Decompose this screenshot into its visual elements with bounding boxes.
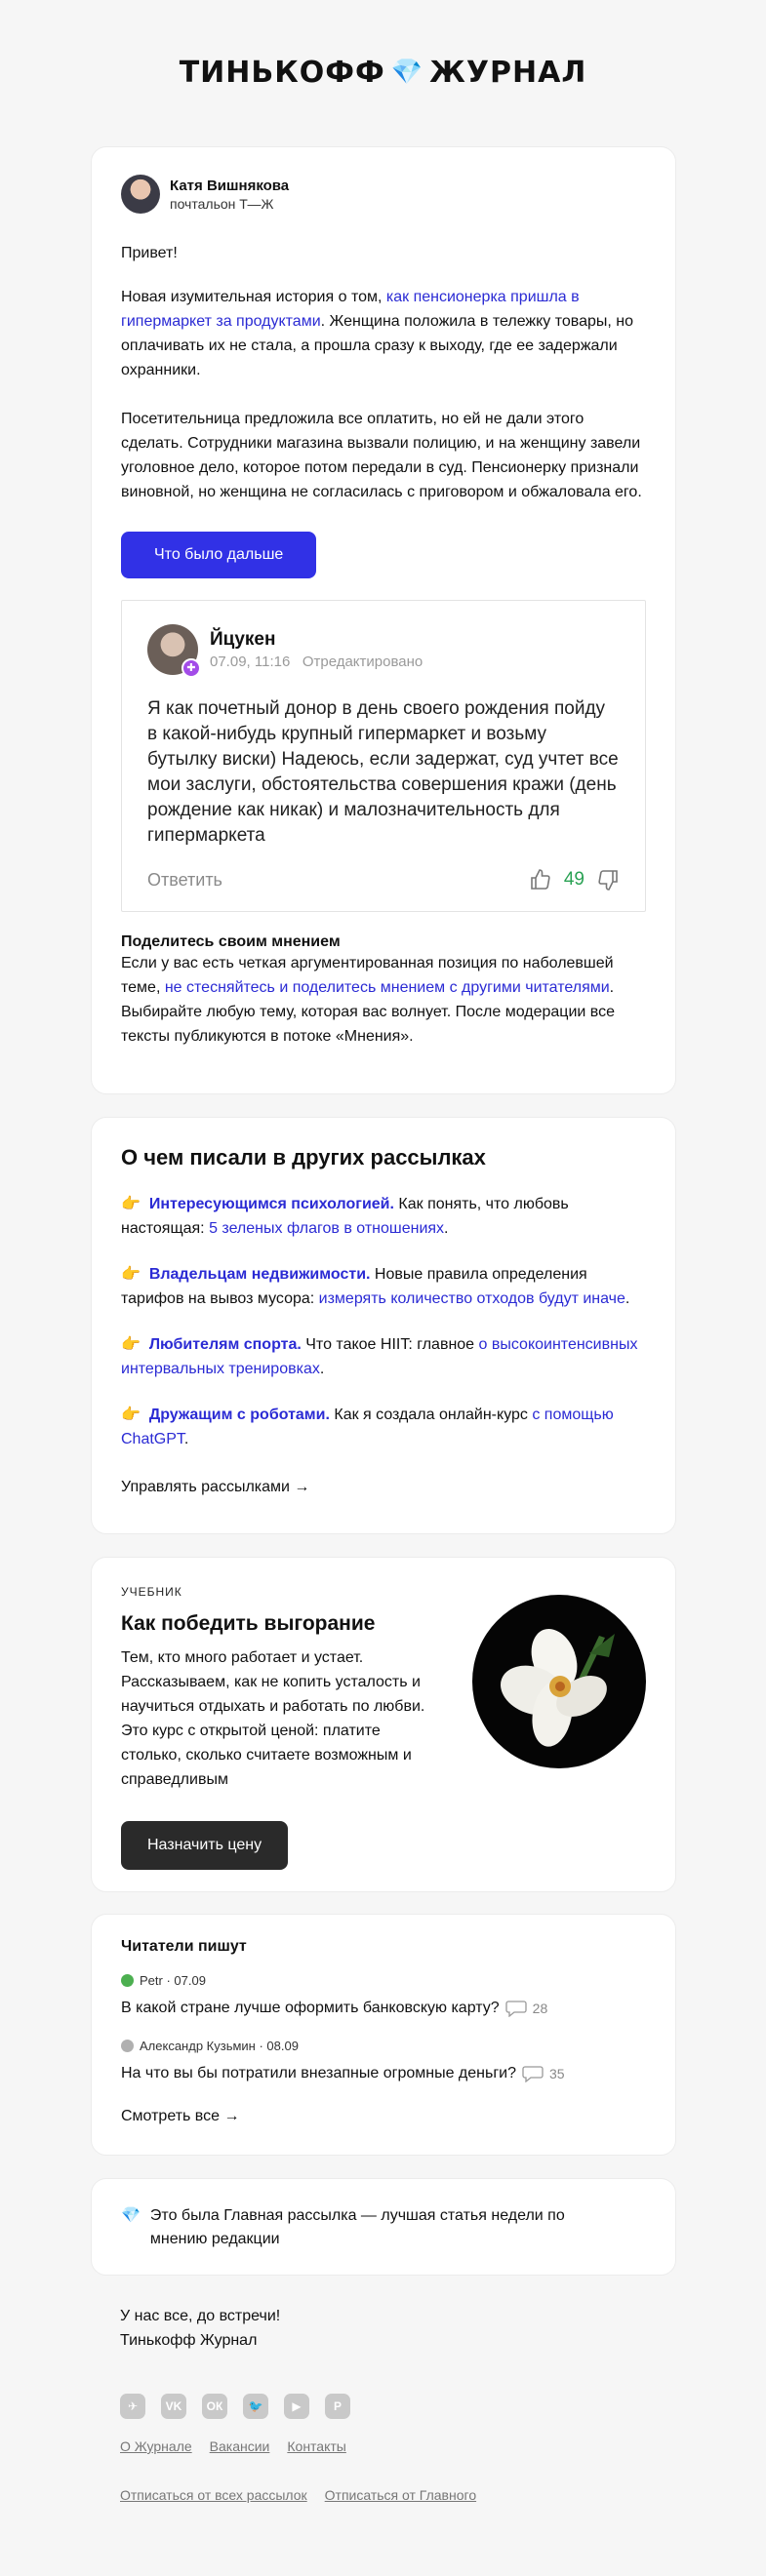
pointing-hand-icon: 👉 xyxy=(121,1336,141,1353)
letter-card xyxy=(91,146,676,1094)
logo-text-right: ЖУРНАЛ xyxy=(429,55,587,90)
pinterest-icon[interactable]: P xyxy=(325,2394,350,2419)
twitter-icon[interactable]: 🐦 xyxy=(243,2394,268,2419)
odnoklassniki-icon[interactable]: ОК xyxy=(202,2394,227,2419)
answers-count: 35 xyxy=(549,2066,565,2081)
logo[interactable] xyxy=(180,56,587,90)
share-title: Поделитесь своим мнением xyxy=(121,933,341,950)
footer-links xyxy=(120,2438,666,2454)
flower-icon xyxy=(472,1595,646,1768)
course-image xyxy=(472,1595,646,1768)
digest-item xyxy=(121,1262,646,1311)
reply-button[interactable]: Ответить xyxy=(147,869,222,890)
digest-item xyxy=(121,1403,646,1451)
signature: Тинькофф Журнал xyxy=(120,2332,258,2349)
share-text-end: . Выбирайте любую тему, которая вас волнует. После модерации все тексты публикуются в потоке «Мнения». xyxy=(121,979,615,1045)
logo-text-left: ТИНЬКОФФ xyxy=(179,55,385,90)
digest-item-text: Новые правила определения тарифов на вывоз мусора: xyxy=(121,1266,587,1307)
digest-item-tail: . xyxy=(319,1361,325,1377)
telegram-icon[interactable]: ✈ xyxy=(120,2394,145,2419)
digest-item-link[interactable]: о высокоинтенсивных интервальных тренировках xyxy=(121,1336,638,1377)
digest-list xyxy=(121,1192,646,1451)
vote-count: 49 xyxy=(563,869,585,890)
footer-link[interactable]: Контакты xyxy=(287,2438,346,2454)
set-price-button[interactable]: Назначить цену xyxy=(121,1821,288,1870)
diamond-icon: 💎 xyxy=(390,58,424,87)
question-item[interactable] xyxy=(121,2039,646,2082)
manage-subscriptions-link[interactable]: Управлять рассылками → xyxy=(121,1479,310,1495)
digest-item-link[interactable]: измерять количество отходов будут иначе xyxy=(318,1290,625,1307)
course-text: Тем, кто много работает и устает. Рассказываем, как не копить усталость и научиться отдыхать и работать по любви. Это курс с открытой ценой: платите столько, сколько считаете возможным и справедливым xyxy=(121,1649,425,1788)
commenter-name: Йцукен xyxy=(210,629,276,650)
digest-item-link[interactable]: 5 зеленых флагов в отношениях xyxy=(209,1220,445,1237)
answers-count: 28 xyxy=(532,2001,548,2016)
paragraph-2: Посетительница предложила все оплатить, но ей не дали этого сделать. Сотрудники магазина вызвали полицию, и на женщину завели уголовное дело, которое потом передали в суд. Пенсионерку признали виновной, но женщина не согласилась с приговором и обжаловала его. xyxy=(121,411,642,500)
digest-item-text: Что такое HIIT: главное xyxy=(301,1336,479,1353)
unsubscribe-main-link[interactable]: Отписаться от Главного xyxy=(324,2487,477,2503)
question-meta: Александр Кузьмин · 08.09 xyxy=(140,2039,299,2053)
course-eyebrow: УЧЕБНИК xyxy=(121,1585,182,1599)
note-card xyxy=(91,2178,676,2276)
pointing-hand-icon: 👉 xyxy=(121,1266,141,1283)
comment-bubble-icon xyxy=(505,2000,527,2017)
social-icons xyxy=(120,2394,666,2419)
author xyxy=(121,175,646,214)
digest-item-heading[interactable]: Любителям спорта. xyxy=(148,1336,302,1353)
thumbs-down-icon[interactable] xyxy=(596,868,620,892)
readers-title: Читатели пишут xyxy=(121,1938,247,1955)
footer xyxy=(120,2304,666,2503)
question-text[interactable]: В какой стране лучше оформить банковскую карту? xyxy=(121,2000,500,2016)
digest-card xyxy=(91,1117,676,1534)
footer-link[interactable]: О Журнале xyxy=(120,2438,192,2454)
comment-bubble-icon xyxy=(522,2065,544,2082)
readers-card xyxy=(91,1914,676,2156)
digest-item-text: Как я создала онлайн-курс xyxy=(329,1407,533,1423)
digest-item-link[interactable]: с помощью ChatGPT xyxy=(121,1407,614,1447)
goodbye-text: У нас все, до встречи! xyxy=(120,2308,281,2324)
comment-date: 07.09, 11:16 xyxy=(210,654,291,670)
pointing-hand-icon: 👉 xyxy=(121,1196,141,1212)
share-opinion-link[interactable]: не стесняйтесь и поделитесь мнением с другими читателями xyxy=(164,979,610,996)
question-meta: Petr · 07.09 xyxy=(140,1973,206,1988)
digest-item-tail: . xyxy=(625,1290,630,1307)
digest-item-heading[interactable]: Интересующимся психологией. xyxy=(148,1196,394,1212)
share-text xyxy=(121,951,646,1049)
note-text: Это была Главная рассылка — лучшая статья недели по мнению редакции xyxy=(149,2207,565,2247)
course-card xyxy=(91,1557,676,1892)
digest-item xyxy=(121,1192,646,1241)
see-all-link[interactable]: Смотреть все → xyxy=(121,2108,240,2124)
read-more-button[interactable]: Что было дальше xyxy=(121,532,316,578)
pointing-hand-icon: 👉 xyxy=(121,1407,141,1423)
digest-item-tail: . xyxy=(183,1431,189,1447)
digest-item-heading[interactable]: Дружащим с роботами. xyxy=(148,1407,330,1423)
questions-list xyxy=(121,1973,646,2082)
thumbs-up-icon[interactable] xyxy=(529,868,552,892)
comment-meta xyxy=(210,654,423,670)
vk-icon[interactable]: VK xyxy=(161,2394,186,2419)
comment-card xyxy=(121,600,646,912)
commenter-avatar xyxy=(147,624,198,675)
comment-votes xyxy=(529,868,620,892)
paragraph-1-text: Новая изумительная история о том, xyxy=(121,289,386,305)
digest-title: О чем писали в других рассылках xyxy=(121,1145,486,1169)
comment-edited: Отредактировано xyxy=(302,654,423,670)
digest-item-text: Как понять, что любовь настоящая: xyxy=(121,1196,569,1237)
unsubscribe-all-link[interactable]: Отписаться от всех рассылок xyxy=(120,2487,307,2503)
user-avatar-icon xyxy=(121,2040,134,2052)
article-link[interactable]: как пенсионерка пришла в гипермаркет за продуктами xyxy=(121,289,580,330)
digest-item xyxy=(121,1332,646,1381)
header xyxy=(0,0,766,144)
user-avatar-icon xyxy=(121,1974,134,1987)
footer-link[interactable]: Вакансии xyxy=(209,2438,270,2454)
question-text[interactable]: На что вы бы потратили внезапные огромные деньги? xyxy=(121,2065,516,2081)
digest-item-tail: . xyxy=(444,1220,449,1237)
donor-badge-icon: ✚ xyxy=(181,658,201,678)
comment-text: Я как почетный донор в день своего рождения пойду в какой-нибудь крупный гипермаркет и возьму бутылку виски) Надеюсь, если задержат, суд учтет все мои заслуги, обстоятельства совершения кражи (день рождение как никак) и малозначительность для гипермаркета xyxy=(147,698,619,846)
course-title: Как победить выгорание xyxy=(121,1612,376,1635)
author-role: почтальон Т—Ж xyxy=(170,195,274,212)
greeting: Привет! xyxy=(121,245,178,261)
avatar xyxy=(121,175,160,214)
digest-item-heading[interactable]: Владельцам недвижимости. xyxy=(148,1266,371,1283)
paragraph-1-tail: . Женщина положила в тележку товары, но оплачивать их не стала, а прошла сразу к выходу, где ее задержали охранники. xyxy=(121,313,634,378)
share-text-start: Если у вас есть четкая аргументированная позиция по наболевшей теме, xyxy=(121,955,614,996)
author-name: Катя Вишнякова xyxy=(170,177,290,194)
paragraph-1 xyxy=(121,285,646,382)
unsubscribe-links xyxy=(120,2487,666,2503)
youtube-icon[interactable]: ▶ xyxy=(284,2394,309,2419)
diamond-icon: 💎 xyxy=(121,2207,141,2224)
question-item[interactable] xyxy=(121,1973,646,2017)
